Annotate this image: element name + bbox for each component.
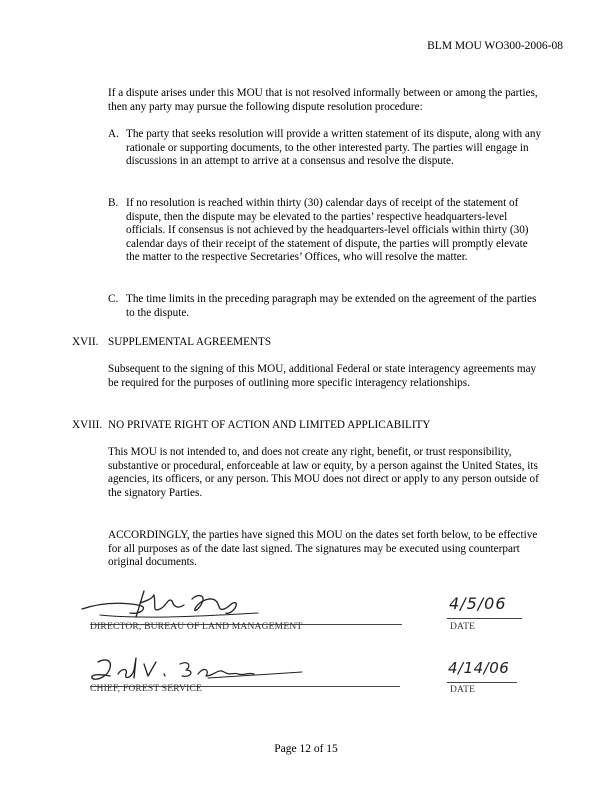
item-letter: A.: [108, 128, 119, 140]
director-signature: [80, 583, 260, 623]
handwritten-date: 4/5/06: [449, 594, 507, 613]
signatory-title: DIRECTOR, BUREAU OF LAND MANAGEMENT: [90, 622, 303, 632]
section-18-number: XVIII.: [72, 419, 103, 431]
section-17-title: SUPPLEMENTAL AGREEMENTS: [108, 336, 272, 348]
document-id: BLM MOU WO300-2006-08: [427, 40, 563, 52]
item-text: The time limits in the preceding paragraph may be extended on the agreement of the parties to the dispute.: [126, 293, 537, 319]
signatory-title: CHIEF, FOREST SERVICE: [90, 684, 203, 694]
date-label: DATE: [450, 622, 476, 632]
section-18-body: This MOU is not intended to, and does not create any right, benefit, or trust responsibility, substantive or procedural, enforceable at law or equity, by a person against the United States, its agencies, its officers, or any person. This MOU does not direct or apply to any person outside of the signatory Parties.: [108, 446, 539, 499]
item-text: If no resolution is reached within thirty (30) calendar days of receipt of the statement of dispute, then the dispute may be elevated to the parties’ respective headquarters-level officials. If consensus is not achieved by the headquarters-level officials within thirty (30) calendar days of their receipt of the statement of dispute, the parties will promptly elevate the matter to the respective Secretaries’ Offices, who will resolve the matter.: [126, 197, 529, 264]
item-letter: B.: [108, 197, 119, 209]
date-line: [447, 682, 517, 683]
handwritten-date: 4/14/06: [448, 659, 510, 677]
section-17-number: XVII.: [72, 336, 99, 348]
item-letter: C.: [108, 293, 119, 305]
intro-paragraph: If a dispute arises under this MOU that is not resolved informally between or among the parties, then any party may pursue the following dispute resolution procedure:: [108, 87, 538, 113]
section-18-title: NO PRIVATE RIGHT OF ACTION AND LIMITED APPLICABILITY: [108, 419, 431, 431]
accordingly-paragraph: ACCORDINGLY, the parties have signed this MOU on the dates set forth below, to be effective for all purposes as of the date last signed. The signatures may be executed using counterpart original documents.: [108, 529, 538, 569]
page-number: Page 12 of 15: [274, 743, 338, 755]
section-17-body: Subsequent to the signing of this MOU, additional Federal or state interagency agreements may be required for the purposes of outlining more specific interagency relationships.: [108, 363, 537, 389]
item-text: The party that seeks resolution will provide a written statement of its dispute, along with any rationale or supporting documents, to the other interested party. The parties will engage in discussions in an attempt to arrive at a consensus and resolve the dispute.: [126, 128, 542, 168]
date-label: DATE: [450, 685, 476, 695]
date-line: [447, 618, 522, 619]
